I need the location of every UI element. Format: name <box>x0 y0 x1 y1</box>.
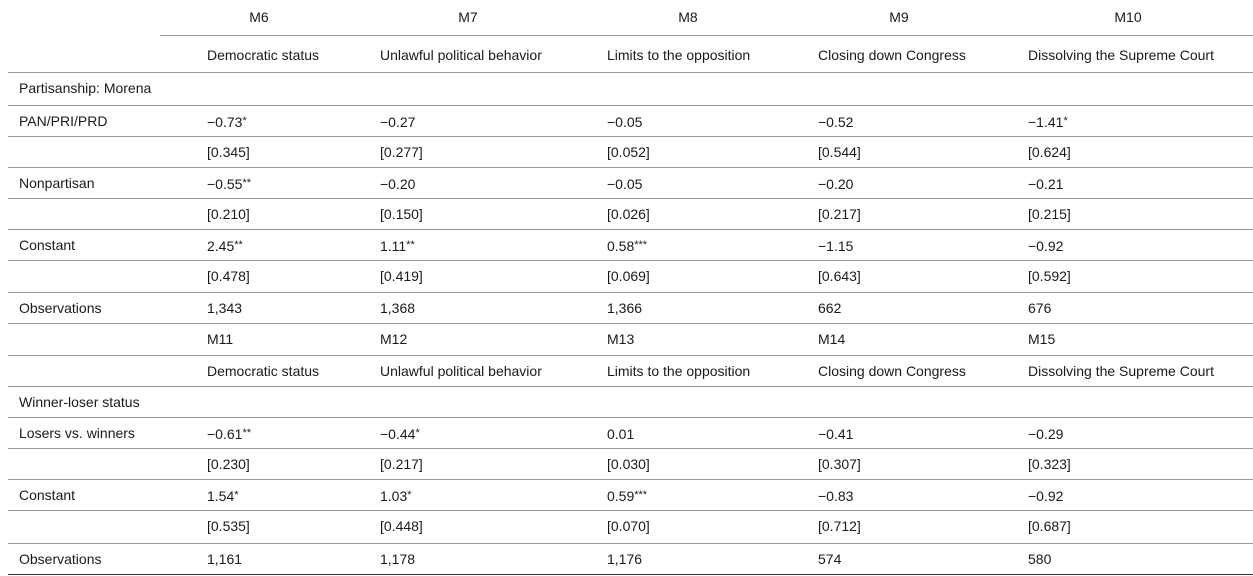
row-label: Losers vs. winners <box>19 425 135 441</box>
se-cell: [0.070] <box>607 518 650 534</box>
se-cell: [0.687] <box>1028 518 1071 534</box>
coef-cell: 1.11** <box>380 238 415 254</box>
model-header-row-1 <box>0 2 1253 33</box>
model-header-row-2 <box>0 324 1253 355</box>
obs-cell: 1,366 <box>607 300 643 316</box>
coef-cell: 0.01 <box>607 426 635 442</box>
row-label: Observations <box>19 300 102 316</box>
row-label: PAN/PRI/PRD <box>19 113 108 129</box>
coef-cell: 0.58*** <box>607 238 648 254</box>
section-heading: Partisanship: Morena <box>19 80 152 96</box>
coef-cell: −0.44* <box>380 426 420 442</box>
obs-cell: 574 <box>818 551 842 567</box>
row-divider <box>8 292 1253 293</box>
coef-cell: −0.41 <box>818 426 854 442</box>
row-divider <box>8 479 1253 480</box>
dv-label: Democratic status <box>207 47 320 63</box>
se-cell: [0.448] <box>380 518 423 534</box>
coef-cell: −0.29 <box>1028 426 1064 442</box>
se-cell: [0.345] <box>207 144 250 160</box>
se-cell: [0.712] <box>818 518 861 534</box>
table-row <box>0 480 1253 511</box>
table-row <box>0 137 1253 168</box>
row-divider <box>8 198 1253 199</box>
dv-label: Limits to the opposition <box>607 47 751 63</box>
coef-cell: −0.27 <box>380 114 416 130</box>
row-label: Nonpartisan <box>19 175 95 191</box>
table-row <box>0 261 1253 292</box>
row-label: Observations <box>19 551 102 567</box>
se-cell: [0.217] <box>380 456 423 472</box>
row-divider <box>8 543 1253 544</box>
se-cell: [0.069] <box>607 268 650 284</box>
se-cell: [0.544] <box>818 144 861 160</box>
table-row <box>0 418 1253 449</box>
model-label: M8 <box>678 9 698 25</box>
table-row <box>0 293 1253 324</box>
dv-label: Democratic status <box>207 363 320 379</box>
se-cell: [0.026] <box>607 206 650 222</box>
obs-cell: 1,176 <box>607 551 643 567</box>
obs-cell: 676 <box>1028 300 1052 316</box>
row-divider <box>8 510 1253 511</box>
model-label: M11 <box>207 331 234 347</box>
section-heading: Winner-loser status <box>19 394 140 410</box>
coef-cell: −0.20 <box>380 176 416 192</box>
se-cell: [0.624] <box>1028 144 1071 160</box>
se-cell: [0.592] <box>1028 268 1071 284</box>
obs-cell: 1,178 <box>380 551 416 567</box>
coef-cell: −0.73* <box>207 114 247 130</box>
coef-cell: −1.41* <box>1028 114 1068 130</box>
model-label: M12 <box>380 331 408 347</box>
obs-cell: 580 <box>1028 551 1052 567</box>
dv-label: Unlawful political behavior <box>380 47 542 63</box>
se-cell: [0.643] <box>818 268 861 284</box>
model-label: M10 <box>1114 9 1142 25</box>
coef-cell: 1.03* <box>380 488 412 504</box>
dv-label: Dissolving the Supreme Court <box>1028 47 1214 63</box>
model-label: M9 <box>889 9 909 25</box>
se-cell: [0.052] <box>607 144 650 160</box>
coef-cell: 1.54* <box>207 488 239 504</box>
coef-cell: −0.20 <box>818 176 854 192</box>
dv-label: Closing down Congress <box>818 363 966 379</box>
coef-cell: −0.92 <box>1028 238 1064 254</box>
rule-under-model-labels <box>160 35 1253 36</box>
obs-cell: 1,343 <box>207 300 243 316</box>
table-row <box>0 511 1253 542</box>
dv-header-row-1 <box>0 40 1253 71</box>
se-cell: [0.307] <box>818 456 861 472</box>
se-cell: [0.030] <box>607 456 650 472</box>
se-cell: [0.215] <box>1028 206 1071 222</box>
table-row <box>0 106 1253 137</box>
table-row <box>0 544 1253 575</box>
row-divider <box>8 136 1253 137</box>
row-label: Constant <box>19 237 76 253</box>
row-divider <box>8 355 1253 356</box>
table-row <box>0 449 1253 480</box>
obs-cell: 1,161 <box>207 551 243 567</box>
coef-cell: −0.05 <box>607 176 643 192</box>
row-divider <box>8 417 1253 418</box>
row-label: Constant <box>19 487 76 503</box>
row-divider <box>8 386 1253 387</box>
se-cell: [0.323] <box>1028 456 1071 472</box>
dv-label: Closing down Congress <box>818 47 966 63</box>
dv-label: Unlawful political behavior <box>380 363 542 379</box>
row-divider <box>8 323 1253 324</box>
section-heading-row <box>0 73 1253 104</box>
coef-cell: −0.61** <box>207 426 251 442</box>
coef-cell: −0.92 <box>1028 488 1064 504</box>
obs-cell: 1,368 <box>380 300 416 316</box>
row-divider <box>8 105 1253 106</box>
coef-cell: −0.52 <box>818 114 854 130</box>
model-label: M13 <box>607 331 635 347</box>
coef-cell: −0.21 <box>1028 176 1064 192</box>
dv-label: Dissolving the Supreme Court <box>1028 363 1214 379</box>
model-label: M15 <box>1028 331 1056 347</box>
dv-label: Limits to the opposition <box>607 363 751 379</box>
table-row <box>0 199 1253 230</box>
se-cell: [0.277] <box>380 144 423 160</box>
se-cell: [0.535] <box>207 518 250 534</box>
coef-cell: 0.59*** <box>607 488 648 504</box>
row-divider <box>8 229 1253 230</box>
table-row <box>0 230 1253 261</box>
model-label: M7 <box>458 9 478 25</box>
section-heading-row <box>0 387 1253 418</box>
coef-cell: −0.05 <box>607 114 643 130</box>
se-cell: [0.419] <box>380 268 423 284</box>
model-label: M14 <box>818 331 846 347</box>
coef-cell: 2.45** <box>207 238 243 254</box>
table-row <box>0 168 1253 199</box>
row-divider <box>8 167 1253 168</box>
table-bottom-rule <box>8 574 1253 575</box>
coef-cell: −0.83 <box>818 488 854 504</box>
se-cell: [0.230] <box>207 456 250 472</box>
obs-cell: 662 <box>818 300 842 316</box>
model-label: M6 <box>249 9 269 25</box>
se-cell: [0.217] <box>818 206 861 222</box>
se-cell: [0.150] <box>380 206 423 222</box>
coef-cell: −1.15 <box>818 238 854 254</box>
se-cell: [0.478] <box>207 268 250 284</box>
coef-cell: −0.55** <box>207 176 251 192</box>
se-cell: [0.210] <box>207 206 250 222</box>
row-divider <box>8 72 1253 73</box>
dv-header-row-2 <box>0 356 1253 387</box>
row-divider <box>8 260 1253 261</box>
row-divider <box>8 448 1253 449</box>
